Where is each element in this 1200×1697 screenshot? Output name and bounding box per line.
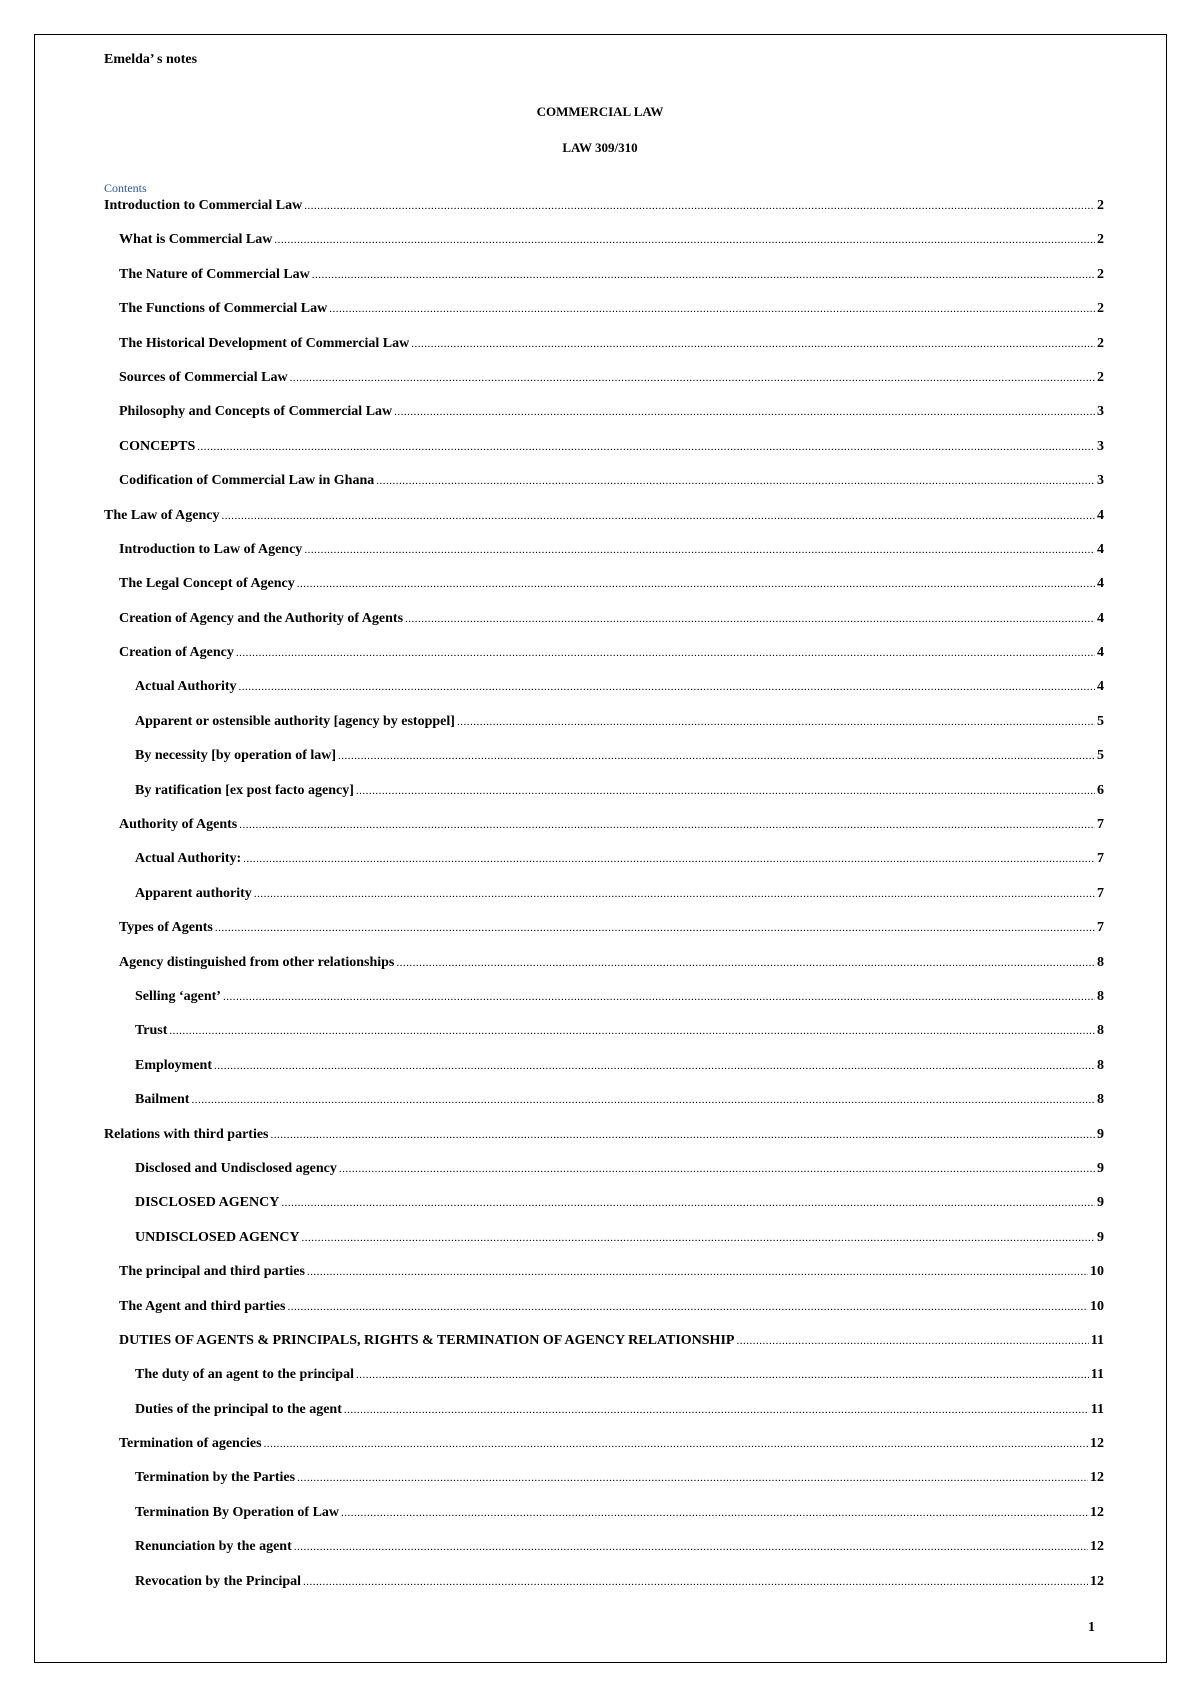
toc-entry-title: The duty of an agent to the principal <box>135 1367 354 1383</box>
toc-entry-title: DUTIES OF AGENTS & PRINCIPALS, RIGHTS & TERMINATION OF AGENCY RELATIONSHIP <box>119 1332 735 1348</box>
toc-entry-page: 2 <box>1097 266 1104 282</box>
toc-entry-title: The Legal Concept of Agency <box>119 576 295 592</box>
toc-entry-page: 11 <box>1090 1401 1104 1417</box>
toc-entry[interactable] <box>104 783 1104 817</box>
toc-entry[interactable] <box>104 955 1104 989</box>
toc-dot-leader <box>254 888 1095 900</box>
page-number: 1 <box>1088 1620 1095 1635</box>
toc-entry[interactable] <box>104 232 1104 266</box>
toc-entry-title: Bailment <box>135 1092 190 1108</box>
toc-entry-page: 4 <box>1097 507 1104 523</box>
toc-entry-page: 9 <box>1097 1229 1104 1245</box>
toc-entry-title: Agency distinguished from other relationships <box>119 954 395 970</box>
toc-entry-title: By ratification [ex post facto agency] <box>135 782 354 798</box>
toc-entry[interactable] <box>104 1402 1104 1436</box>
toc-dot-leader <box>304 200 1095 212</box>
toc-entry-title: The principal and third parties <box>119 1264 305 1280</box>
toc-entry-page: 9 <box>1097 1195 1104 1211</box>
toc-entry-title: The Functions of Commercial Law <box>119 301 328 317</box>
toc-dot-leader <box>312 269 1095 281</box>
toc-entry-page: 6 <box>1097 782 1104 798</box>
toc-dot-leader <box>271 1129 1096 1141</box>
toc-entry[interactable] <box>104 439 1104 473</box>
toc-entry-page: 4 <box>1097 610 1104 626</box>
toc-entry[interactable] <box>104 1539 1104 1573</box>
toc-entry[interactable] <box>104 1264 1104 1298</box>
toc-entry[interactable] <box>104 1333 1104 1367</box>
toc-entry-title: Termination of agencies <box>119 1436 262 1452</box>
toc-entry[interactable] <box>104 1161 1104 1195</box>
toc-dot-leader <box>338 750 1095 762</box>
toc-dot-leader <box>239 819 1095 831</box>
toc-entry[interactable] <box>104 336 1104 370</box>
toc-entry[interactable] <box>104 370 1104 404</box>
toc-entry-page: 5 <box>1097 748 1104 764</box>
toc-entry-title: Authority of Agents <box>119 817 238 833</box>
toc-entry-page: 3 <box>1097 404 1104 420</box>
toc-entry[interactable] <box>104 1127 1104 1161</box>
toc-entry-page: 4 <box>1097 541 1104 557</box>
toc-entry-page: 8 <box>1097 1092 1104 1108</box>
toc-dot-leader <box>405 613 1095 625</box>
toc-dot-leader <box>344 1404 1089 1416</box>
toc-entry-page: 2 <box>1097 335 1104 351</box>
toc-entry[interactable] <box>104 1436 1104 1470</box>
toc-dot-leader <box>191 1094 1095 1106</box>
toc-entry[interactable] <box>104 817 1104 851</box>
toc-dot-leader <box>197 441 1095 453</box>
toc-entry-title: Creation of Agency and the Authority of Agents <box>119 610 404 626</box>
toc-entry[interactable] <box>104 198 1104 232</box>
toc-entry[interactable] <box>104 989 1104 1023</box>
document-subtitle: LAW 309/310 <box>562 140 638 155</box>
toc-entry-page: 12 <box>1090 1573 1104 1589</box>
toc-entry[interactable] <box>104 748 1104 782</box>
toc-entry[interactable] <box>104 1367 1104 1401</box>
toc-entry-title: What is Commercial Law <box>119 232 273 248</box>
toc-entry-page: 12 <box>1090 1539 1104 1555</box>
toc-entry-page: 2 <box>1097 301 1104 317</box>
toc-entry-page: 8 <box>1097 1023 1104 1039</box>
toc-dot-leader <box>222 510 1096 522</box>
toc-entry[interactable] <box>104 679 1104 713</box>
toc-entry-title: Renunciation by the agent <box>135 1539 292 1555</box>
toc-dot-leader <box>356 785 1095 797</box>
toc-entry[interactable] <box>104 1574 1104 1608</box>
toc-dot-leader <box>169 1025 1095 1037</box>
toc-dot-leader <box>214 1060 1095 1072</box>
toc-entry-page: 11 <box>1090 1332 1104 1348</box>
toc-entry-page: 8 <box>1097 988 1104 1004</box>
toc-entry[interactable] <box>104 1058 1104 1092</box>
toc-entry-page: 10 <box>1090 1298 1104 1314</box>
toc-entry[interactable] <box>104 714 1104 748</box>
toc-dot-leader <box>411 338 1095 350</box>
toc-entry-page: 7 <box>1097 817 1104 833</box>
toc-entry-page: 8 <box>1097 954 1104 970</box>
toc-dot-leader <box>329 303 1095 315</box>
toc-entry-page: 4 <box>1097 645 1104 661</box>
toc-entry-page: 2 <box>1097 232 1104 248</box>
toc-entry[interactable] <box>104 576 1104 610</box>
toc-entry-title: Employment <box>135 1057 212 1073</box>
toc-entry-title: Disclosed and Undisclosed agency <box>135 1160 337 1176</box>
toc-dot-leader <box>396 957 1095 969</box>
toc-dot-leader <box>457 716 1095 728</box>
toc-entry-title: The Nature of Commercial Law <box>119 266 310 282</box>
toc-entry[interactable] <box>104 1230 1104 1264</box>
toc-entry-title: Introduction to Law of Agency <box>119 541 303 557</box>
toc-entry-title: Termination By Operation of Law <box>135 1504 340 1520</box>
toc-entry-page: 5 <box>1097 713 1104 729</box>
toc-dot-leader <box>287 1301 1088 1313</box>
toc-entry-page: 8 <box>1097 1057 1104 1073</box>
toc-dot-leader <box>394 406 1095 418</box>
toc-dot-leader <box>264 1438 1088 1450</box>
table-of-contents <box>104 198 1104 1608</box>
toc-entry[interactable] <box>104 542 1104 576</box>
toc-entry-title: Sources of Commercial Law <box>119 369 288 385</box>
toc-entry-title: Termination by the Parties <box>135 1470 296 1486</box>
contents-heading: Contents <box>104 181 147 195</box>
toc-entry-page: 9 <box>1097 1160 1104 1176</box>
toc-entry[interactable] <box>104 920 1104 954</box>
toc-entry[interactable] <box>104 645 1104 679</box>
toc-entry-title: Types of Agents <box>119 920 213 936</box>
toc-dot-leader <box>215 922 1095 934</box>
toc-entry-title: CONCEPTS <box>119 438 196 454</box>
toc-entry-title: The Law of Agency <box>104 507 220 523</box>
toc-entry-page: 12 <box>1090 1436 1104 1452</box>
toc-entry-title: UNDISCLOSED AGENCY <box>135 1229 300 1245</box>
toc-entry-page: 12 <box>1090 1470 1104 1486</box>
toc-entry-page: 3 <box>1097 473 1104 489</box>
toc-entry[interactable] <box>104 611 1104 645</box>
toc-entry[interactable] <box>104 851 1104 885</box>
toc-entry[interactable] <box>104 1092 1104 1126</box>
toc-entry-title: Apparent or ostensible authority [agency by estoppel] <box>135 713 455 729</box>
toc-entry-page: 10 <box>1090 1264 1104 1280</box>
toc-entry[interactable] <box>104 301 1104 335</box>
toc-entry-title: Apparent authority <box>135 885 252 901</box>
toc-entry-page: 3 <box>1097 438 1104 454</box>
toc-dot-leader <box>223 991 1095 1003</box>
toc-entry[interactable] <box>104 1505 1104 1539</box>
toc-entry-title: Selling ‘agent’ <box>135 988 221 1004</box>
toc-entry-page: 7 <box>1097 885 1104 901</box>
toc-dot-leader <box>297 1472 1088 1484</box>
toc-dot-leader <box>274 234 1095 246</box>
toc-entry-title: Duties of the principal to the agent <box>135 1401 342 1417</box>
toc-entry-page: 2 <box>1097 369 1104 385</box>
toc-entry-title: DISCLOSED AGENCY <box>135 1195 280 1211</box>
toc-entry-page: 7 <box>1097 920 1104 936</box>
toc-entry-title: The Historical Development of Commercial Law <box>119 335 410 351</box>
toc-entry-page: 2 <box>1097 198 1104 213</box>
toc-dot-leader <box>303 1576 1088 1588</box>
toc-dot-leader <box>239 681 1096 693</box>
toc-entry-title: Introduction to Commercial Law <box>104 198 303 213</box>
toc-entry-title: By necessity [by operation of law] <box>135 748 337 764</box>
toc-dot-leader <box>290 372 1095 384</box>
toc-dot-leader <box>304 544 1095 556</box>
toc-entry[interactable] <box>104 1195 1104 1229</box>
toc-entry-title: Creation of Agency <box>119 645 234 661</box>
toc-dot-leader <box>356 1369 1089 1381</box>
toc-dot-leader <box>339 1163 1095 1175</box>
toc-dot-leader <box>297 578 1095 590</box>
toc-dot-leader <box>736 1335 1088 1347</box>
toc-entry-title: Trust <box>135 1023 168 1039</box>
toc-dot-leader <box>307 1266 1088 1278</box>
toc-dot-leader <box>376 475 1095 487</box>
toc-entry[interactable] <box>104 508 1104 542</box>
toc-entry[interactable] <box>104 1470 1104 1504</box>
toc-entry[interactable] <box>104 473 1104 507</box>
toc-entry-page: 11 <box>1090 1367 1104 1383</box>
toc-entry-page: 12 <box>1090 1504 1104 1520</box>
toc-entry[interactable] <box>104 1023 1104 1057</box>
toc-dot-leader <box>294 1541 1088 1553</box>
toc-entry-title: The Agent and third parties <box>119 1298 286 1314</box>
toc-dot-leader <box>281 1197 1095 1209</box>
document-title: COMMERCIAL LAW <box>536 104 664 119</box>
toc-entry-title: Philosophy and Concepts of Commercial Law <box>119 404 393 420</box>
toc-entry[interactable] <box>104 1299 1104 1333</box>
toc-dot-leader <box>243 853 1095 865</box>
toc-entry-title: Codification of Commercial Law in Ghana <box>119 473 375 489</box>
toc-entry-page: 9 <box>1097 1126 1104 1142</box>
toc-entry[interactable] <box>104 267 1104 301</box>
toc-entry-page: 4 <box>1097 576 1104 592</box>
toc-entry-title: Relations with third parties <box>104 1126 269 1142</box>
toc-entry-title: Revocation by the Principal <box>135 1573 302 1589</box>
header-note: Emelda’ s notes <box>104 52 198 67</box>
toc-dot-leader <box>302 1232 1095 1244</box>
toc-entry-title: Actual Authority: <box>135 851 242 867</box>
toc-entry-page: 7 <box>1097 851 1104 867</box>
toc-entry-title: Actual Authority <box>135 679 237 695</box>
toc-entry[interactable] <box>104 886 1104 920</box>
toc-entry-page: 4 <box>1097 679 1104 695</box>
toc-dot-leader <box>236 647 1095 659</box>
toc-entry[interactable] <box>104 404 1104 438</box>
toc-dot-leader <box>341 1507 1088 1519</box>
